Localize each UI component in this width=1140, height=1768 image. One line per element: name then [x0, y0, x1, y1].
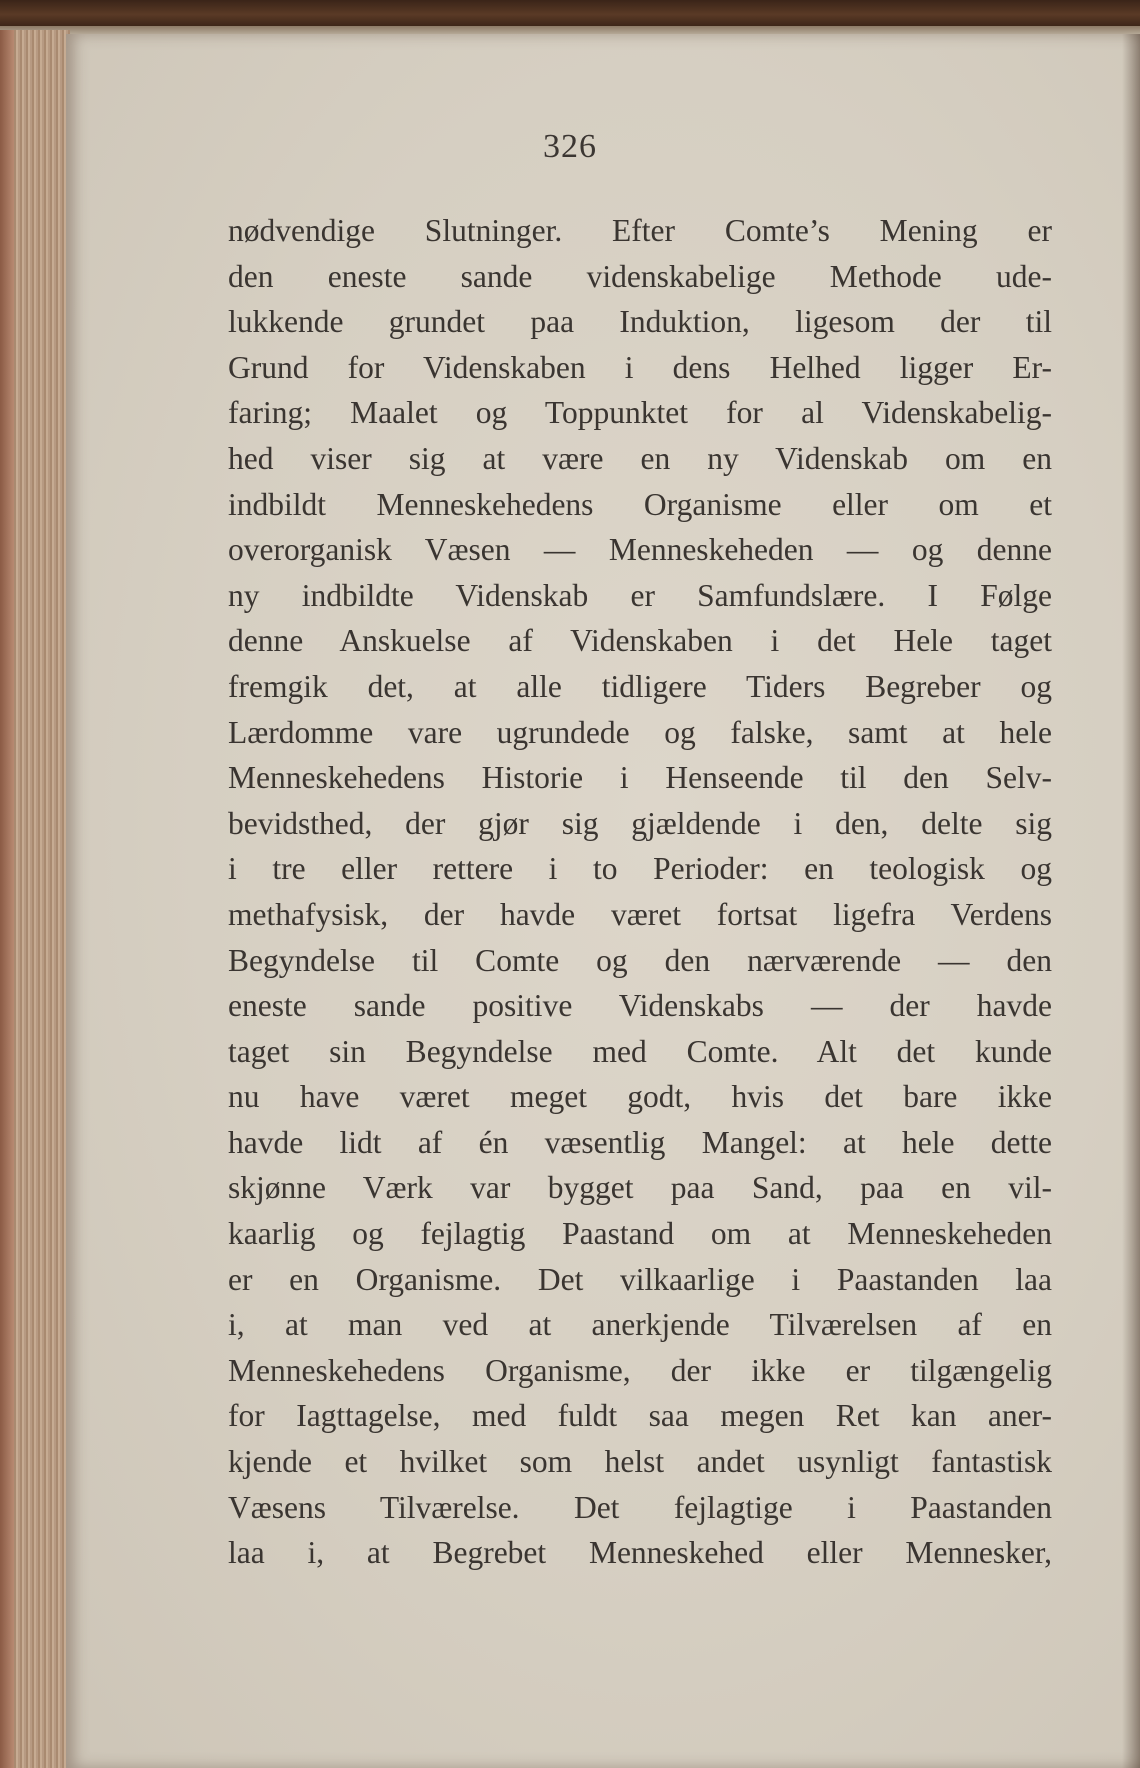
text-line: taget sin Begyndelse med Comte. Alt det kunde — [228, 1033, 1052, 1069]
text-line: indbildt Menneskehedens Organisme eller om et — [228, 486, 1052, 522]
text-line: eneste sande positive Videnskabs — der havde — [228, 988, 1052, 1024]
text-line: laa i, at Begrebet Menneskehed eller Mennesker, — [228, 1535, 1052, 1571]
page-number: 326 — [543, 128, 597, 165]
text-line: bevidsthed, der gjør sig gjældende i den, delte sig — [228, 805, 1052, 841]
text-line: faring; Maalet og Toppunktet for al Videnskabelig- — [228, 395, 1052, 431]
text-line: Menneskehedens Historie i Henseende til den Selv- — [228, 760, 1052, 796]
text-line: havde lidt af én væsentlig Mangel: at hele dette — [228, 1124, 1052, 1160]
text-line: i tre eller rettere i to Perioder: en teologisk og — [228, 851, 1052, 887]
text-line: fremgik det, at alle tidligere Tiders Begreber og — [228, 668, 1052, 704]
text-line: for Iagttagelse, med fuldt saa megen Ret kan aner- — [228, 1398, 1052, 1434]
text-line: overorganisk Væsen — Menneskeheden — og denne — [228, 532, 1052, 568]
text-line: lukkende grundet paa Induktion, ligesom der til — [228, 304, 1052, 340]
text-line: methafysisk, der havde været fortsat ligefra Verdens — [228, 896, 1052, 932]
text-line: nødvendige Slutninger. Efter Comte’s Mening er — [228, 213, 1052, 248]
text-line: Begyndelse til Comte og den nærværende — den — [228, 942, 1052, 978]
text-line: er en Organisme. Det vilkaarlige i Paastanden laa — [228, 1261, 1052, 1297]
text-line: Menneskehedens Organisme, der ikke er tilgængelig — [228, 1352, 1052, 1388]
text-line: ny indbildte Videnskab er Samfundslære. I Følge — [228, 577, 1052, 613]
text-line: den eneste sande videnskabelige Methode ude- — [228, 258, 1052, 294]
text-line: Væsens Tilværelse. Det fejlagtige i Paastanden — [228, 1489, 1052, 1525]
text-line: kaarlig og fejlagtig Paastand om at Menneskeheden — [228, 1216, 1052, 1252]
body-text — [228, 208, 1052, 1576]
page-gutter-shadow — [1122, 34, 1140, 1768]
text-line: i, at man ved at anerkjende Tilværelsen af en — [228, 1307, 1052, 1343]
text-line: skjønne Værk var bygget paa Sand, paa en vil- — [228, 1170, 1052, 1206]
page-edges-shadow — [0, 30, 14, 1768]
text-line: Lærdomme vare ugrundede og falske, samt at hele — [228, 714, 1052, 750]
text-line: nu have været meget godt, hvis det bare ikke — [228, 1079, 1052, 1115]
text-line: kjende et hvilket som helst andet usynligt fantastisk — [228, 1444, 1052, 1480]
text-line: hed viser sig at være en ny Videnskab om en — [228, 440, 1052, 476]
text-line: Grund for Videnskaben i dens Helhed ligger Er- — [228, 349, 1052, 385]
text-line: denne Anskuelse af Videnskaben i det Hele taget — [228, 623, 1052, 659]
